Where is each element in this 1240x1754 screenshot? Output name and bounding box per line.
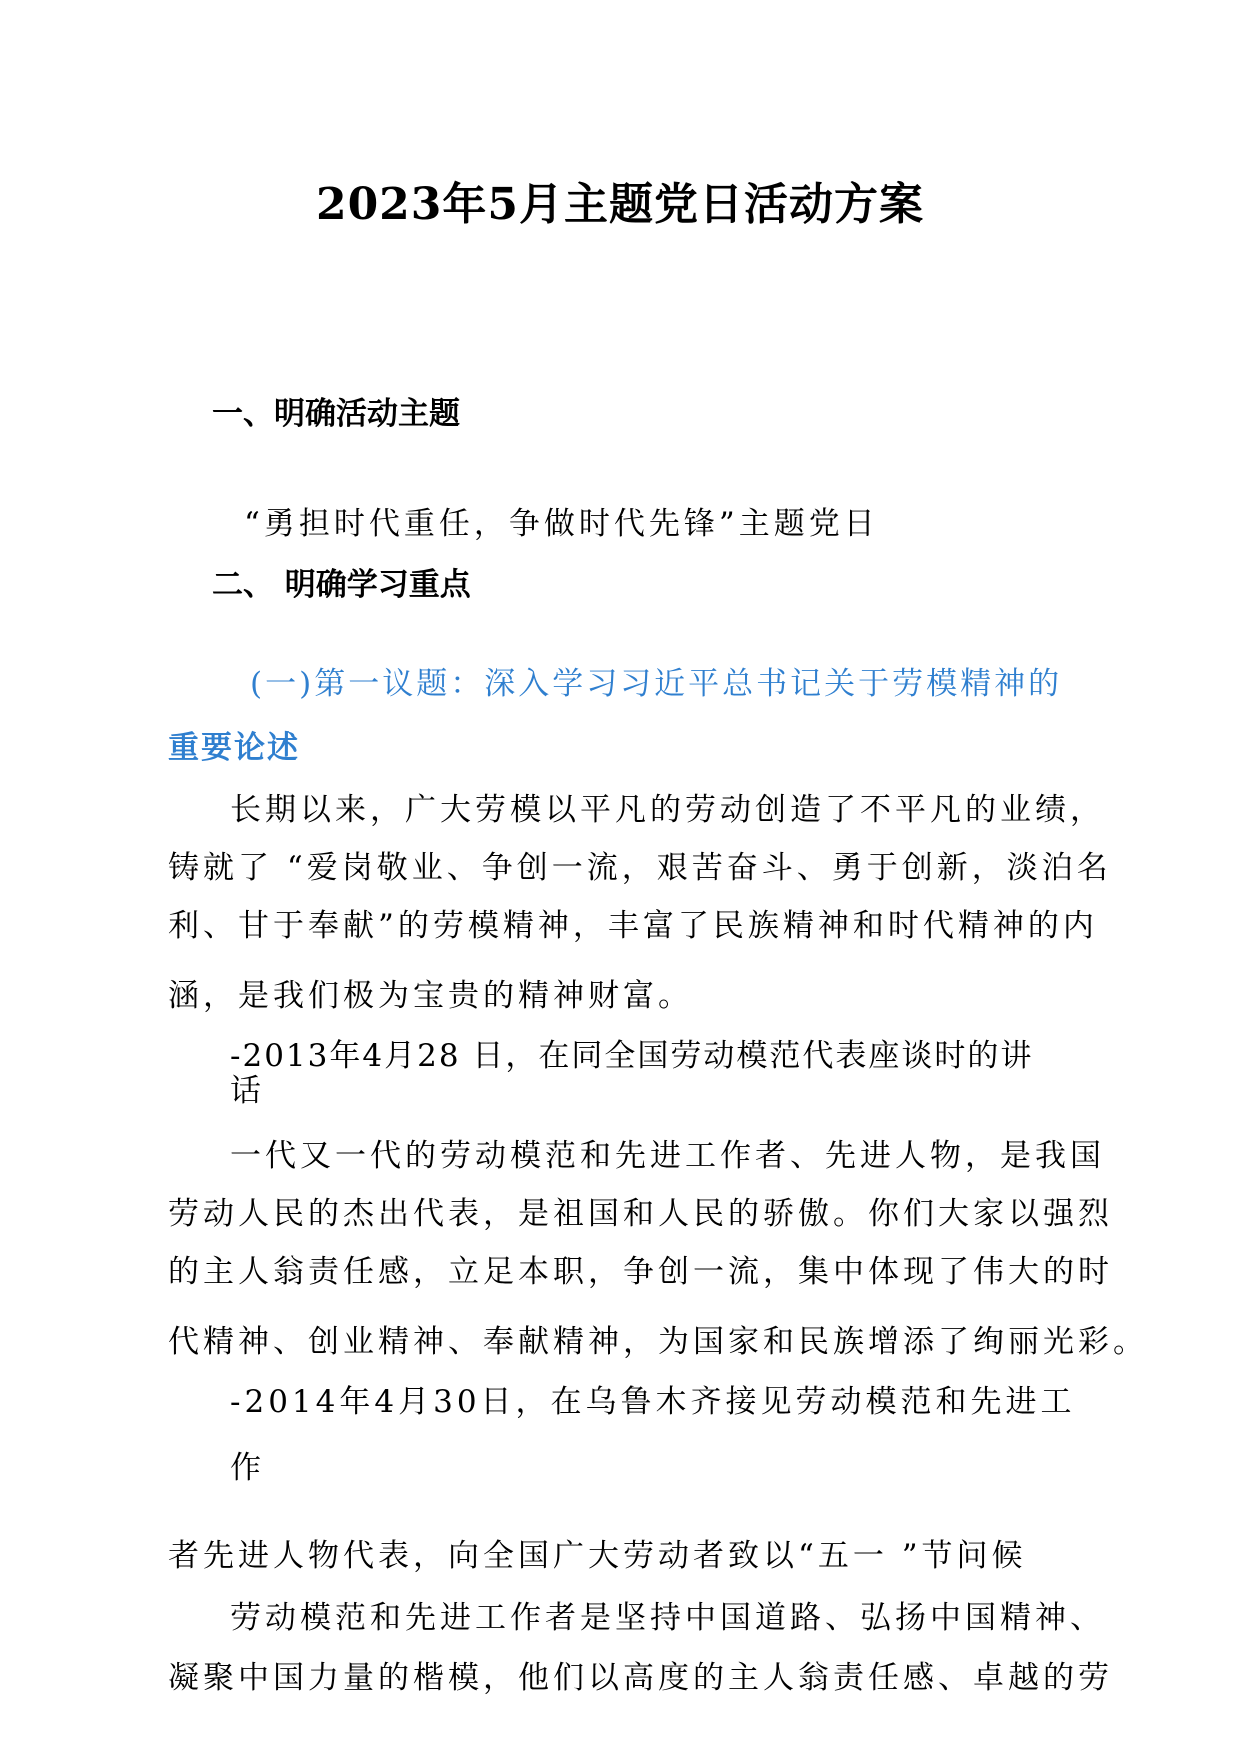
sub-heading-line-2: 重要论述 [168,730,300,766]
section-heading-1: 一、明确活动主题 [212,396,460,432]
para2-line-4: 代精神、创业精神、奉献精神，为国家和民族增添了绚丽光彩。 [168,1324,1148,1360]
para1-line-4: 涵，是我们极为宝贵的精神财富。 [168,978,693,1014]
para1-line-2: 铸就了 “爱岗敬业、争创一流，艰苦奋斗、勇于创新，淡泊名 [168,850,1112,886]
source2-line-1: -2014年4月30日，在乌鲁木齐接见劳动模范和先进工 [230,1384,1076,1420]
sub-heading-line-1: (一)第一议题：深入学习习近平总书记关于劳模精神的 [250,666,1063,702]
para2-line-2: 劳动人民的杰出代表，是祖国和人民的骄傲。你们大家以强烈 [168,1196,1113,1232]
para3-line-1: 劳动模范和先进工作者是坚持中国道路、弘扬中国精神、 [230,1600,1105,1636]
document-title: 2023年5月主题党日活动方案 [315,179,925,230]
para2-line-3: 的主人翁责任感，立足本职，争创一流，集中体现了伟大的时 [168,1254,1113,1290]
source2-line-3: 者先进人物代表，向全国广大劳动者致以“五一 ”节问候 [168,1538,1027,1574]
para1-line-1: 长期以来，广大劳模以平凡的劳动创造了不平凡的业绩， [230,792,1105,828]
para1-line-3: 利、甘于奉献”的劳模精神，丰富了民族精神和时代精神的内 [168,908,1098,944]
source1-line-1: -2013年4月28 日，在同全国劳动模范代表座谈时的讲 [230,1038,1034,1074]
source1-line-2: 话 [230,1073,265,1109]
activity-theme: “勇担时代重任，争做时代先锋”主题党日 [244,506,879,542]
para3-line-2: 凝聚中国力量的楷模，他们以高度的主人翁责任感、卓越的劳 [168,1660,1113,1696]
source2-line-2: 作 [230,1450,265,1486]
section-heading-2: 二、 明确学习重点 [212,567,471,603]
para2-line-1: 一代又一代的劳动模范和先进工作者、先进人物，是我国 [230,1138,1105,1174]
